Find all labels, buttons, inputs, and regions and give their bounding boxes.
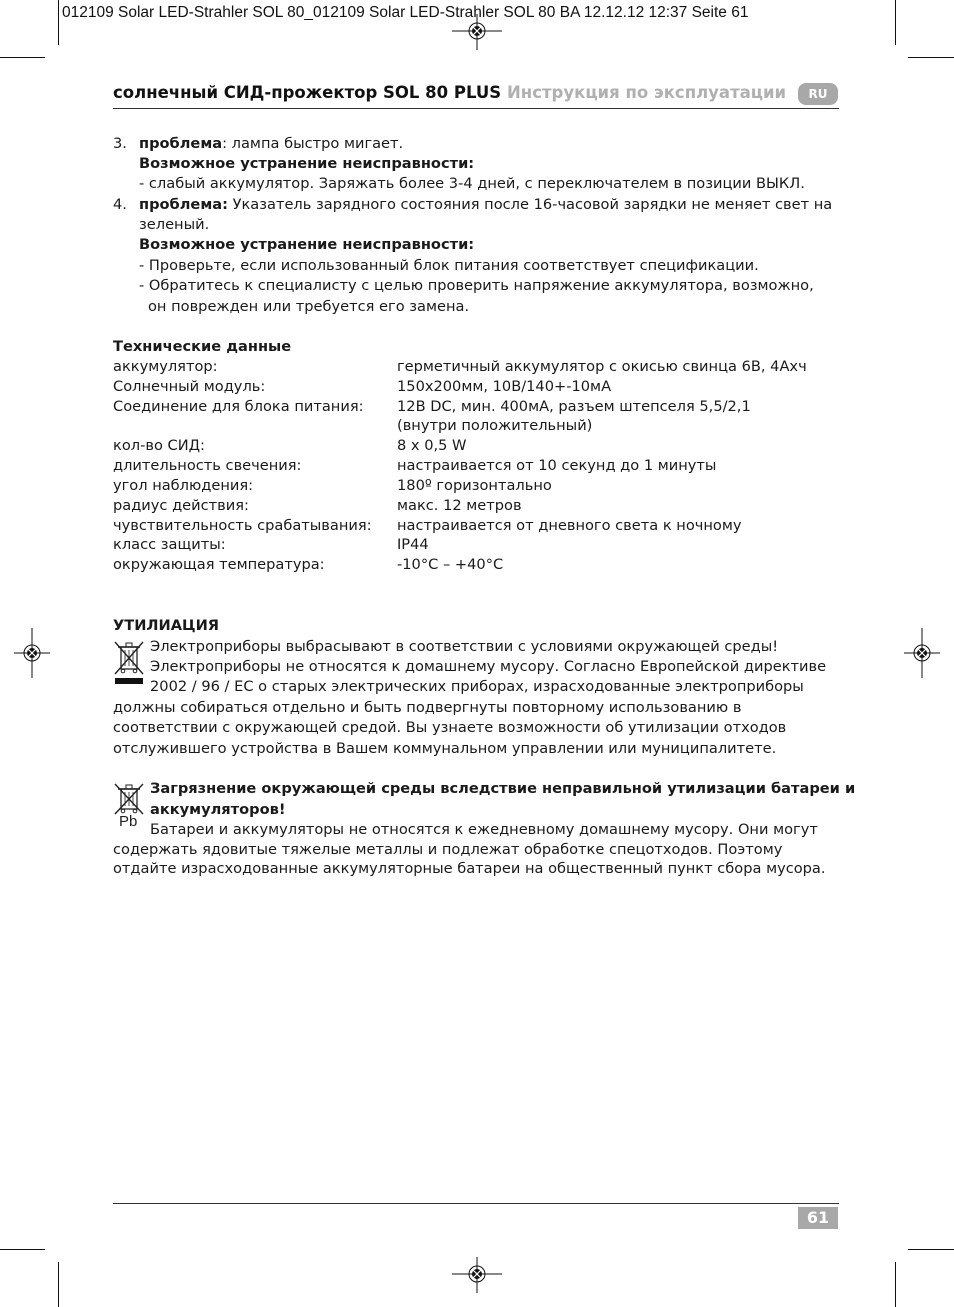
battery-heading: аккумуляторов! <box>150 801 286 818</box>
tech-label: угол наблюдения: <box>113 477 254 494</box>
disposal-text: Электроприборы не относятся к домашнему мусору. Согласно Европейской директиве <box>150 658 827 675</box>
tech-label: класс защиты: <box>113 536 226 553</box>
fix-line: - Проверьте, если использованный блок питания соответствует спецификации. <box>139 257 759 274</box>
problem-text: проблема: Указатель зарядного состояния после 16-часовой зарядки не меняет свет на <box>139 196 833 213</box>
pb-label: Pb <box>119 813 138 830</box>
fix-heading: Возможное устранение неисправности: <box>139 236 475 253</box>
tech-value: 150x200мм, 10В/140+-10мА <box>397 378 612 395</box>
disposal-text: соответствии с окружающей средой. Вы узнаете возможности об утилизации отходов <box>113 719 787 736</box>
disposal-text: должны собираться отдельно и быть подвергнуты повторному использованию в <box>113 699 742 716</box>
crop-mark <box>895 1262 896 1307</box>
crop-mark <box>908 1249 954 1250</box>
problem-label: проблема: <box>139 196 228 213</box>
problem-text: зеленый. <box>139 216 210 233</box>
crop-mark <box>0 57 45 58</box>
problem-label: проблема <box>139 135 223 152</box>
header-rule <box>113 108 839 109</box>
fix-line: - слабый аккумулятор. Заряжать более 3-4 дней, с переключателем в позиции ВЫКЛ. <box>139 175 805 192</box>
tech-value: -10°C – +40°C <box>397 556 504 573</box>
tech-value: 12В DC, мин. 400мА, разъем штепселя 5,5/2,1 <box>397 398 751 415</box>
tech-value: герметичный аккумулятор с окисью свинца 6В, 4Ахч <box>397 358 807 375</box>
crop-mark <box>908 57 954 58</box>
tech-value: 8 x 0,5 W <box>397 437 467 454</box>
crossed-bin-battery-icon <box>113 782 145 816</box>
problem-number: 3. <box>113 135 127 152</box>
disposal-text: Электроприборы выбрасывают в соответствии с условиями окружающей среды! <box>150 638 779 655</box>
tech-value: 180º горизонтально <box>397 477 552 494</box>
crop-mark <box>895 0 896 45</box>
tech-label: Соединение для блока питания: <box>113 398 364 415</box>
registration-mark-icon <box>452 1257 502 1293</box>
problem-number: 4. <box>113 196 127 213</box>
tech-label: окружающая температура: <box>113 556 325 573</box>
battery-text: Батареи и аккумуляторы не относятся к ежедневному домашнему мусору. Они могут <box>150 821 818 838</box>
header-subtitle: Инструкция по эксплуатации <box>507 83 787 102</box>
tech-label: аккумулятор: <box>113 358 218 375</box>
print-slug: 012109 Solar LED-Strahler SOL 80_012109 Solar LED-Strahler SOL 80 BA 12.12.12 12:37 Seite 61 <box>62 4 749 21</box>
tech-label: радиус действия: <box>113 497 249 514</box>
tech-label: длительность свечения: <box>113 457 302 474</box>
battery-text: содержать ядовитые тяжелые металлы и подлежат обработке спецотходов. Поэтому <box>113 841 783 858</box>
tech-label: Солнечный модуль: <box>113 378 266 395</box>
fix-line: - Обратитесь к специалисту с целью проверить напряжение аккумулятора, возможно, <box>139 277 814 294</box>
fix-heading: Возможное устранение неисправности: <box>139 155 475 172</box>
crop-mark <box>58 1262 59 1307</box>
registration-mark-icon <box>904 628 940 678</box>
header-title: солнечный СИД-прожектор SOL 80 PLUS <box>113 83 502 102</box>
fix-line: он поврежден или требуется его замена. <box>148 298 470 315</box>
registration-mark-icon <box>14 628 50 678</box>
crossed-bin-icon <box>113 640 145 688</box>
tech-label: чувствительность срабатывания: <box>113 517 372 534</box>
battery-heading: Загрязнение окружающей среды вследствие неправильной утилизации батареи и <box>150 780 856 797</box>
disposal-heading: УТИЛИАЦИЯ <box>113 617 220 634</box>
disposal-text: отслужившего устройства в Вашем коммунальном управлении или муниципалитете. <box>113 740 777 757</box>
tech-value: макс. 12 метров <box>397 497 522 514</box>
tech-label: кол-во СИД: <box>113 437 205 454</box>
page-number: 61 <box>798 1207 838 1229</box>
crop-mark <box>58 0 59 45</box>
language-badge: RU <box>798 83 838 105</box>
battery-text: отдайте израсходованные аккумуляторные батареи на общественный пункт сбора мусора. <box>113 860 826 877</box>
disposal-text: 2002 / 96 / EC о старых электрических приборах, израсходованные электроприборы <box>150 678 804 695</box>
problem-text: проблема: лампа быстро мигает. <box>139 135 404 152</box>
footer-rule <box>113 1203 839 1204</box>
tech-value: настраивается от дневного света к ночному <box>397 517 742 534</box>
crop-mark <box>0 1249 45 1250</box>
tech-value: IP44 <box>397 536 429 553</box>
tech-value: настраивается от 10 секунд до 1 минуты <box>397 457 717 474</box>
tech-value: (внутри положительный) <box>397 417 593 434</box>
tech-heading: Технические данные <box>113 338 292 355</box>
